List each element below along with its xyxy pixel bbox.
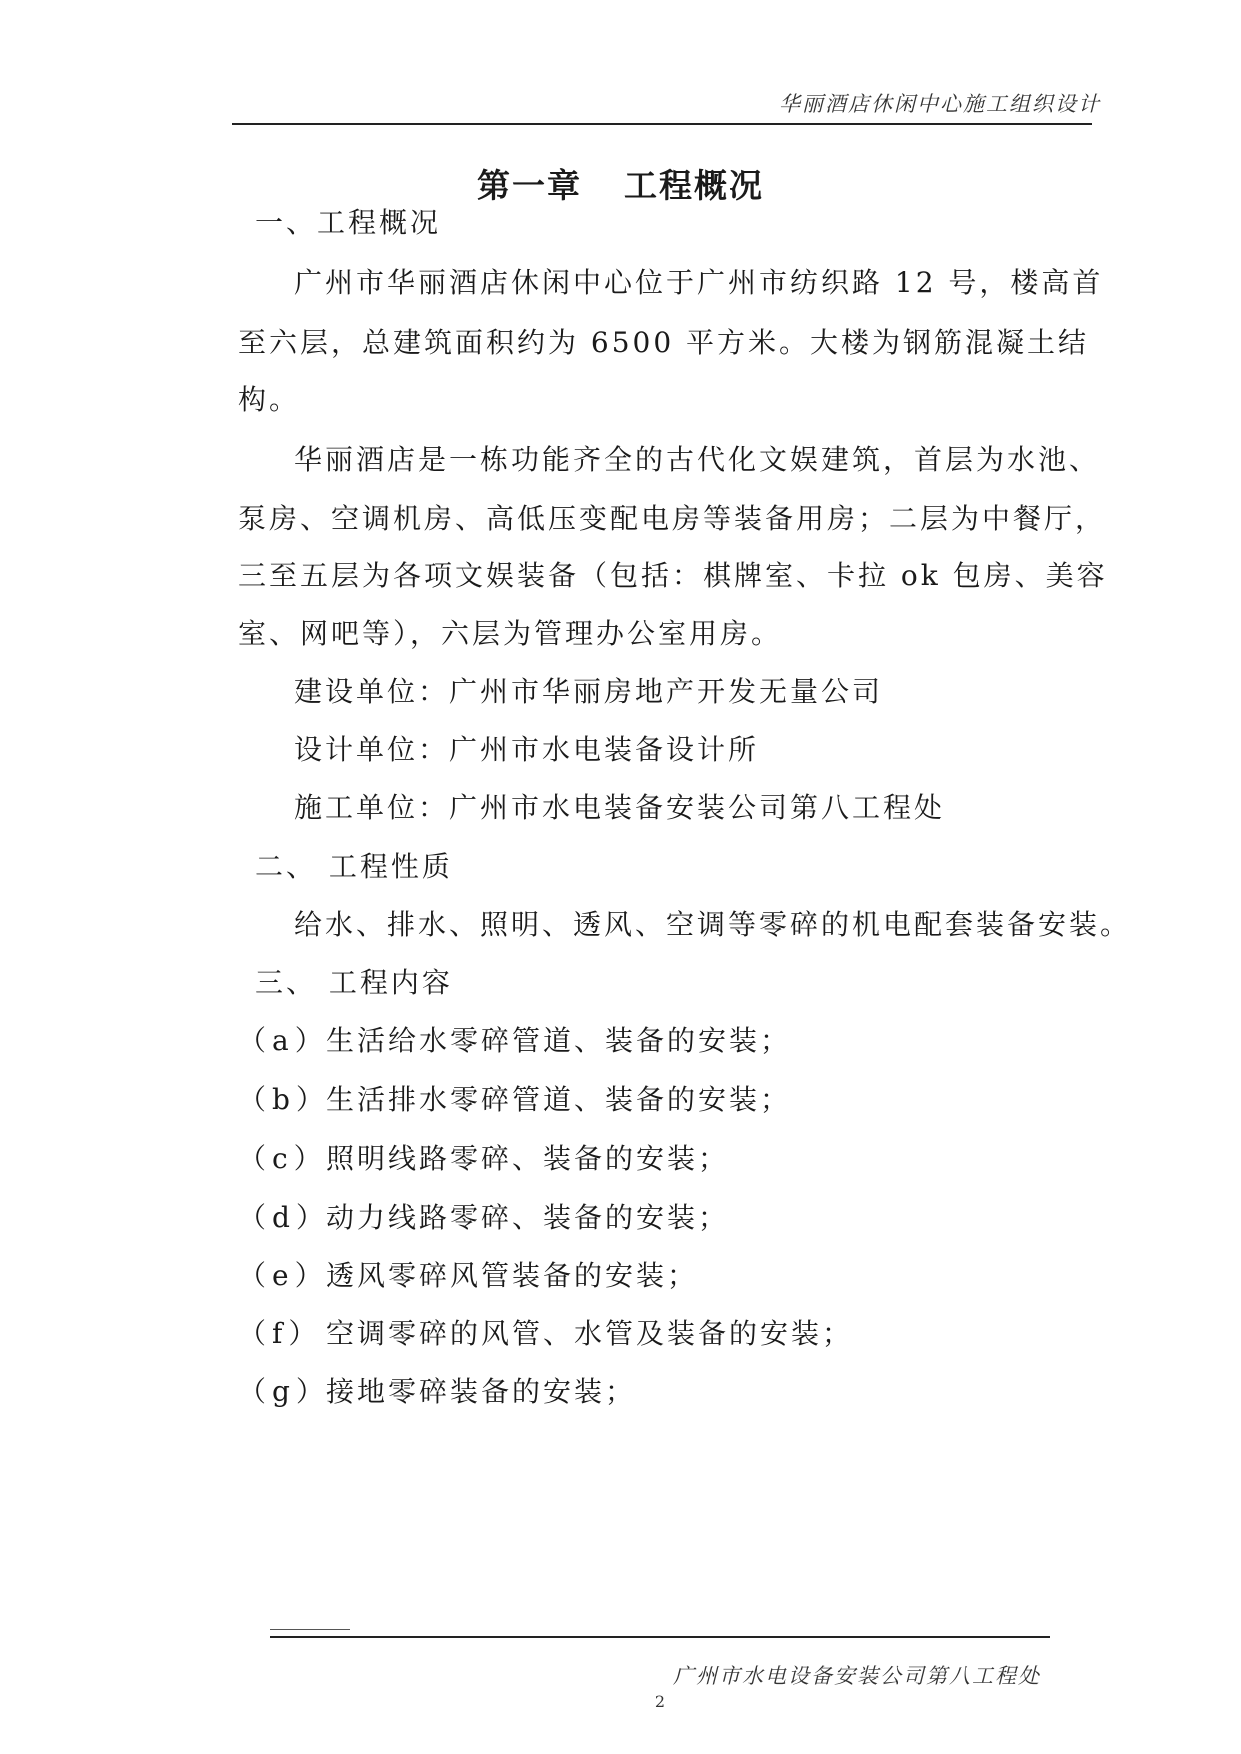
list-item-label: （e） [238, 1259, 329, 1292]
footer-company-name: 广州市水电设备安装公司第八工程处 [673, 1664, 1041, 1688]
section-1-heading: 一、工程概况 [255, 206, 442, 239]
list-item-label: （d） [238, 1201, 330, 1234]
builder-info: 建设单位：广州市华丽房地产开发无量公司 [294, 675, 884, 708]
list-item-label: （f） [238, 1317, 323, 1350]
section-2-heading: 二、 工程性质 [255, 850, 453, 883]
list-item [238, 1372, 1088, 1412]
list-item [238, 1198, 1088, 1238]
list-item [238, 1139, 1088, 1179]
footer-divider [270, 1636, 1050, 1638]
section-3-heading: 三、 工程内容 [255, 966, 453, 999]
list-item-text: 透风零碎风管装备的安装； [326, 1259, 699, 1292]
list-item [238, 1314, 1088, 1354]
list-item [238, 1080, 1088, 1120]
contractor-info: 施工单位：广州市水电装备安装公司第八工程处 [294, 791, 946, 824]
list-item-label: （b） [238, 1083, 330, 1116]
list-item [238, 1021, 1088, 1061]
list-item-text: 照明线路零碎、装备的安装； [326, 1142, 730, 1175]
section-1-paragraph-1-line: 至六层，总建筑面积约为 6500 平方米。大楼为钢筋混凝土结 [238, 326, 1090, 359]
list-item-text: 空调零碎的风管、水管及装备的安装； [326, 1317, 854, 1350]
section-2-text: 给水、排水、照明、透风、空调等零碎的机电配套装备安装。 [294, 908, 1132, 941]
section-1-paragraph-2-line: 三至五层为各项文娱装备（包括：棋牌室、卡拉 ok 包房、美容 [238, 559, 1108, 592]
header-divider [232, 123, 1092, 125]
section-1-paragraph-2-line: 华丽酒店是一栋功能齐全的古代化文娱建筑，首层为水池、 [294, 443, 1101, 476]
section-1-paragraph-2-line: 室、网吧等），六层为管理办公室用房。 [238, 617, 783, 650]
page-number: 2 [654, 1692, 666, 1711]
designer-info: 设计单位：广州市水电装备设计所 [294, 733, 760, 766]
list-item-label: （g） [238, 1375, 330, 1408]
running-header-title: 华丽酒店休闲中心施工组织设计 [779, 92, 1101, 116]
chapter-title [0, 160, 1241, 207]
section-1-paragraph-2-line: 泵房、空调机房、高低压变配电房等装备用房；二层为中餐厅， [238, 502, 1107, 535]
section-1-paragraph-1-line: 广州市华丽酒店休闲中心位于广州市纺织路 12 号，楼高首 [294, 266, 1104, 299]
list-item-text: 接地零碎装备的安装； [326, 1375, 637, 1408]
chapter-number: 第一章 [477, 166, 582, 205]
section-1-paragraph-1-line: 构。 [238, 383, 301, 416]
list-item-text: 动力线路零碎、装备的安装； [326, 1201, 730, 1234]
list-item-text: 生活排水零碎管道、装备的安装； [326, 1083, 792, 1116]
chapter-name: 工程概况 [624, 166, 764, 205]
footer-divider-accent [270, 1629, 350, 1630]
list-item-label: （a） [238, 1024, 329, 1057]
list-item-text: 生活给水零碎管道、装备的安装； [326, 1024, 792, 1057]
list-item-label: （c） [238, 1142, 328, 1175]
list-item [238, 1256, 1088, 1296]
